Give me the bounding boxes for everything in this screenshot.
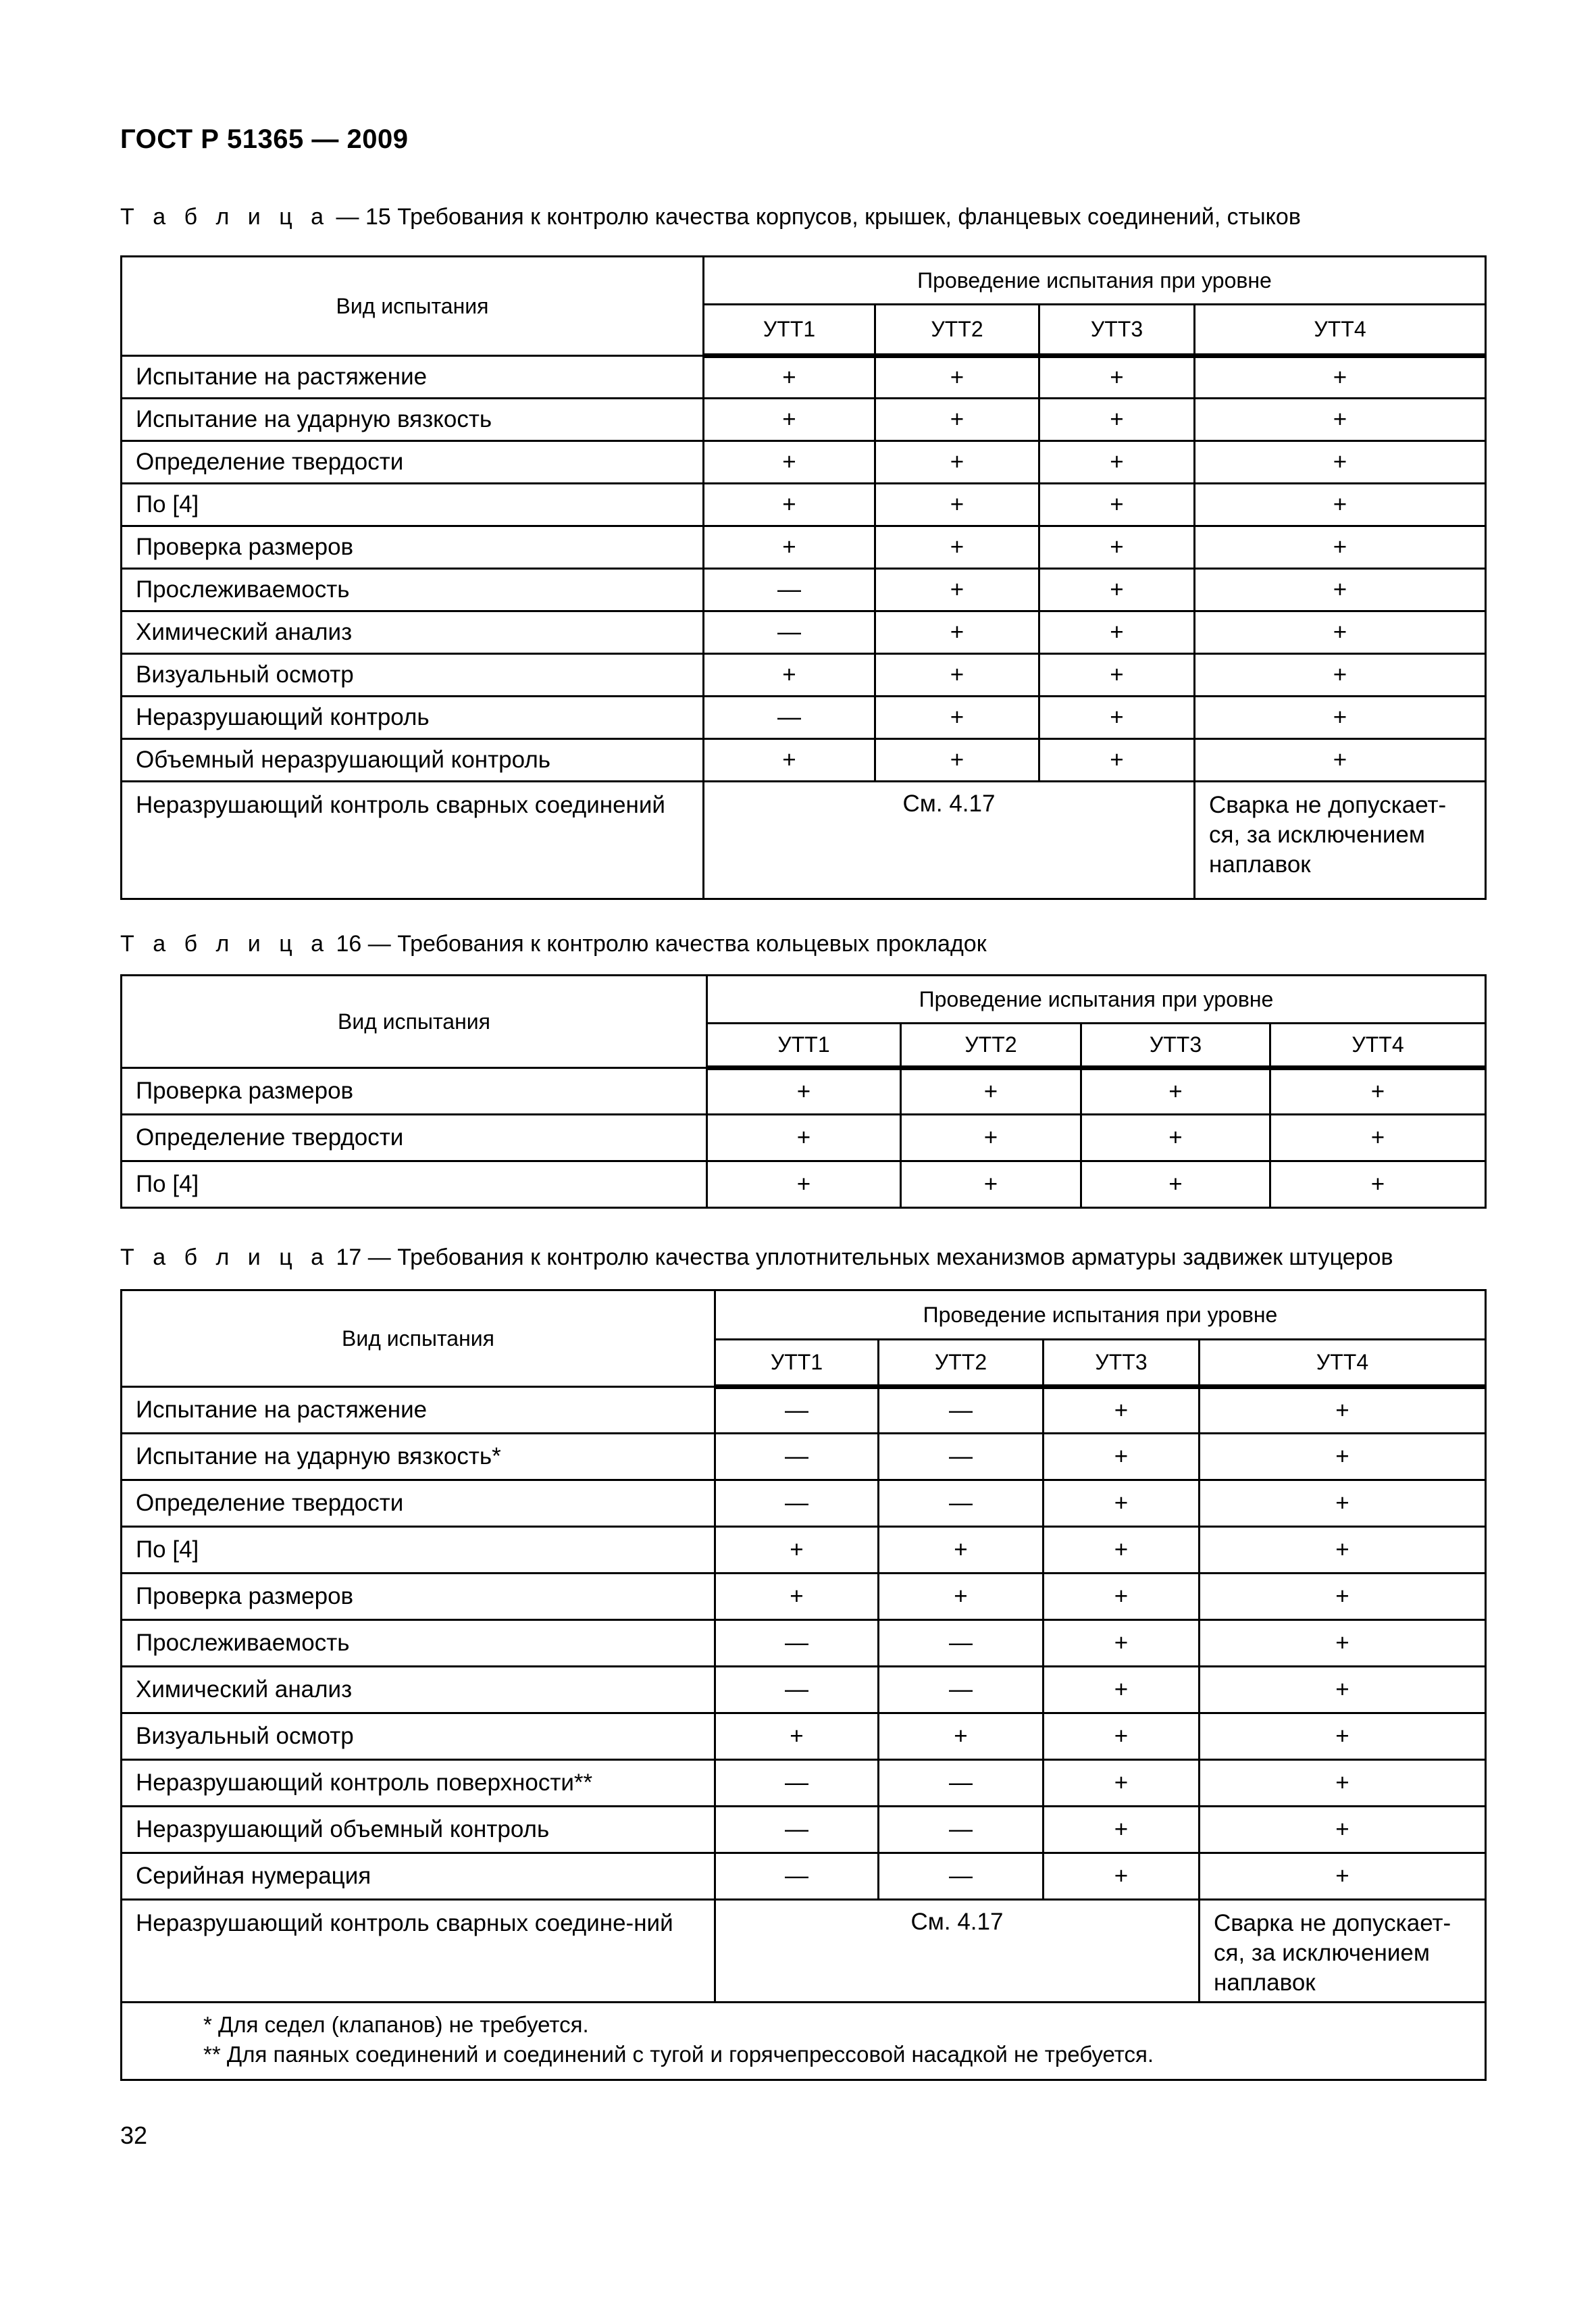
level-cell: + <box>707 1068 901 1115</box>
table-row <box>122 739 1486 782</box>
table-row <box>122 1068 1486 1115</box>
row-label: Испытание на ударную вязкость* <box>122 1434 715 1480</box>
table-row <box>122 782 1486 899</box>
level-cell: + <box>901 1161 1081 1208</box>
table-row <box>122 399 1486 441</box>
col-header-level-group: Проведение испытания при уровне <box>707 976 1486 1024</box>
level-cell: + <box>1039 739 1195 782</box>
level-cell: + <box>1044 1527 1200 1574</box>
col-header-utt2: УТТ2 <box>901 1024 1081 1068</box>
table-row <box>122 1667 1486 1713</box>
table-row <box>122 1434 1486 1480</box>
table-16-caption <box>120 931 987 957</box>
level-cell: + <box>1044 1574 1200 1620</box>
level-cell: + <box>879 1713 1044 1760</box>
level-cell: + <box>875 399 1039 441</box>
level-cell: + <box>901 1115 1081 1161</box>
level-cell: + <box>1195 739 1486 782</box>
level-cell: + <box>1195 441 1486 484</box>
col-header-test-type: Вид испытания <box>122 976 707 1068</box>
level-cell: + <box>1039 441 1195 484</box>
row-label: Испытание на растяжение <box>122 356 704 399</box>
level-cell: + <box>704 356 875 399</box>
level-cell: + <box>1039 697 1195 739</box>
table-title: 16 — Требования к контролю качества кольцевых прокладок <box>336 931 987 957</box>
table-title: 17 — Требования к контролю качества уплотнительных механизмов арматуры задвижек штуцеров <box>336 1244 1393 1270</box>
level-cell: + <box>879 1574 1044 1620</box>
level-cell: + <box>1200 1853 1486 1900</box>
level-cell: + <box>1044 1853 1200 1900</box>
level-cell: + <box>875 441 1039 484</box>
footnotes-row <box>122 2003 1486 2080</box>
row-label: Определение твердости <box>122 441 704 484</box>
level-cell: — <box>715 1667 879 1713</box>
level-cell: — <box>715 1480 879 1527</box>
level-cell: + <box>1195 484 1486 526</box>
row-label: Испытание на растяжение <box>122 1387 715 1434</box>
level-cell: + <box>1044 1760 1200 1807</box>
table-title: — 15 Требования к контролю качества корпусов, крышек, фланцевых соединений, стыков <box>336 204 1301 230</box>
level-cell: — <box>879 1480 1044 1527</box>
level-cell: + <box>1044 1807 1200 1853</box>
table-row <box>122 1480 1486 1527</box>
row-label: Визуальный осмотр <box>122 654 704 697</box>
row-label: Прослеживаемость <box>122 569 704 611</box>
level-cell: + <box>1039 484 1195 526</box>
level-cell: + <box>875 526 1039 569</box>
footnote: ** Для паяных соединений и соединений с тугой и горячепрессовой насадкой не требуется. <box>203 2042 1154 2067</box>
table-row <box>122 569 1486 611</box>
row-label: Определение твердости <box>122 1480 715 1527</box>
table-17 <box>120 1289 1487 2081</box>
level-cell: + <box>1044 1387 1200 1434</box>
row-label: Определение твердости <box>122 1115 707 1161</box>
row-label: Неразрушающий контроль поверхности** <box>122 1760 715 1807</box>
col-header-level-group: Проведение испытания при уровне <box>715 1290 1486 1340</box>
table-row <box>122 1713 1486 1760</box>
table-17-caption <box>120 1244 1393 1271</box>
level-cell: + <box>875 356 1039 399</box>
col-header-utt3: УТТ3 <box>1044 1340 1200 1387</box>
level-cell: + <box>1200 1760 1486 1807</box>
document-header: ГОСТ Р 51365 — 2009 <box>120 124 409 154</box>
table-row <box>122 1760 1486 1807</box>
col-header-test-type: Вид испытания <box>122 257 704 356</box>
row-label: Проверка размеров <box>122 526 704 569</box>
level-cell: — <box>879 1387 1044 1434</box>
level-cell: + <box>1044 1713 1200 1760</box>
table-row <box>122 654 1486 697</box>
level-cell: + <box>1081 1161 1270 1208</box>
col-header-utt2: УТТ2 <box>879 1340 1044 1387</box>
level-cell: — <box>704 569 875 611</box>
level-cell: + <box>875 484 1039 526</box>
table-row <box>122 1807 1486 1853</box>
level-cell: + <box>875 654 1039 697</box>
level-cell: — <box>879 1760 1044 1807</box>
table-row <box>122 1387 1486 1434</box>
level-cell: + <box>1200 1713 1486 1760</box>
level-cell: + <box>1044 1434 1200 1480</box>
table-label: Т а б л и ц а <box>120 931 330 957</box>
page-number: 32 <box>120 2121 148 2149</box>
table-label: Т а б л и ц а <box>120 1244 330 1270</box>
level-cell: — <box>879 1434 1044 1480</box>
level-cell: + <box>1044 1620 1200 1667</box>
table-row <box>122 484 1486 526</box>
table-row <box>122 1853 1486 1900</box>
col-header-utt2: УТТ2 <box>875 305 1039 356</box>
footnote: * Для седел (клапанов) не требуется. <box>203 2012 589 2037</box>
level-cell: + <box>704 526 875 569</box>
level-cell: + <box>704 739 875 782</box>
col-header-utt3: УТТ3 <box>1081 1024 1270 1068</box>
row-label: Испытание на ударную вязкость <box>122 399 704 441</box>
row-note: Сварка не допускает-ся, за исключением наплавок <box>1195 782 1486 899</box>
table-row <box>122 1161 1486 1208</box>
level-cell: + <box>704 441 875 484</box>
col-header-utt1: УТТ1 <box>707 1024 901 1068</box>
level-cell: + <box>1039 356 1195 399</box>
level-cell: — <box>715 1620 879 1667</box>
table-row <box>122 1574 1486 1620</box>
level-cell: + <box>1200 1387 1486 1434</box>
level-cell: + <box>704 654 875 697</box>
level-cell: + <box>1195 356 1486 399</box>
row-note: Сварка не допускает-ся, за исключением наплавок <box>1200 1900 1486 2003</box>
level-cell: + <box>1200 1620 1486 1667</box>
level-cell: + <box>1195 654 1486 697</box>
level-cell: + <box>1039 611 1195 654</box>
see-reference: См. 4.17 <box>704 782 1195 899</box>
level-cell: — <box>715 1807 879 1853</box>
table-row <box>122 1527 1486 1574</box>
level-cell: + <box>1200 1574 1486 1620</box>
level-cell: + <box>1039 654 1195 697</box>
row-label: Объемный неразрушающий контроль <box>122 739 704 782</box>
level-cell: — <box>715 1434 879 1480</box>
level-cell: + <box>1195 697 1486 739</box>
row-label: Серийная нумерация <box>122 1853 715 1900</box>
table-row <box>122 356 1486 399</box>
see-reference: См. 4.17 <box>715 1900 1200 2003</box>
level-cell: + <box>875 739 1039 782</box>
level-cell: + <box>1081 1115 1270 1161</box>
table-16 <box>120 974 1487 1209</box>
col-header-utt4: УТТ4 <box>1270 1024 1486 1068</box>
row-label: Визуальный осмотр <box>122 1713 715 1760</box>
level-cell: + <box>875 611 1039 654</box>
table-15 <box>120 255 1487 900</box>
level-cell: + <box>1270 1115 1486 1161</box>
level-cell: + <box>901 1068 1081 1115</box>
level-cell: — <box>715 1760 879 1807</box>
table-row <box>122 697 1486 739</box>
level-cell: + <box>1270 1068 1486 1115</box>
level-cell: + <box>704 399 875 441</box>
col-header-utt1: УТТ1 <box>704 305 875 356</box>
level-cell: + <box>715 1574 879 1620</box>
row-label: Химический анализ <box>122 1667 715 1713</box>
table-row <box>122 1115 1486 1161</box>
level-cell: + <box>1039 569 1195 611</box>
level-cell: — <box>704 611 875 654</box>
table-label: Т а б л и ц а <box>120 204 330 230</box>
level-cell: + <box>1195 526 1486 569</box>
row-label: Неразрушающий контроль <box>122 697 704 739</box>
level-cell: + <box>1200 1527 1486 1574</box>
level-cell: + <box>875 569 1039 611</box>
level-cell: + <box>879 1527 1044 1574</box>
level-cell: + <box>715 1713 879 1760</box>
table-row <box>122 1900 1486 2003</box>
level-cell: + <box>1039 399 1195 441</box>
level-cell: — <box>879 1667 1044 1713</box>
level-cell: — <box>715 1853 879 1900</box>
level-cell: + <box>1200 1667 1486 1713</box>
level-cell: + <box>875 697 1039 739</box>
level-cell: — <box>715 1387 879 1434</box>
level-cell: + <box>1044 1480 1200 1527</box>
level-cell: + <box>1200 1434 1486 1480</box>
row-label: Проверка размеров <box>122 1574 715 1620</box>
row-label: По [4] <box>122 484 704 526</box>
table-row <box>122 441 1486 484</box>
level-cell: + <box>715 1527 879 1574</box>
level-cell: — <box>879 1853 1044 1900</box>
level-cell: + <box>1200 1480 1486 1527</box>
row-label: Химический анализ <box>122 611 704 654</box>
level-cell: + <box>1044 1667 1200 1713</box>
table-row <box>122 1620 1486 1667</box>
footnotes <box>122 2003 1486 2080</box>
col-header-level-group: Проведение испытания при уровне <box>704 257 1486 305</box>
level-cell: — <box>704 697 875 739</box>
level-cell: + <box>1200 1807 1486 1853</box>
row-label: По [4] <box>122 1161 707 1208</box>
table-row <box>122 526 1486 569</box>
level-cell: + <box>1081 1068 1270 1115</box>
level-cell: + <box>704 484 875 526</box>
row-label: Неразрушающий объемный контроль <box>122 1807 715 1853</box>
level-cell: + <box>1039 526 1195 569</box>
col-header-utt1: УТТ1 <box>715 1340 879 1387</box>
row-label: По [4] <box>122 1527 715 1574</box>
level-cell: + <box>1195 611 1486 654</box>
row-label: Неразрушающий контроль сварных соединений <box>122 782 704 899</box>
level-cell: — <box>879 1620 1044 1667</box>
col-header-test-type: Вид испытания <box>122 1290 715 1387</box>
row-label: Прослеживаемость <box>122 1620 715 1667</box>
table-row <box>122 611 1486 654</box>
level-cell: + <box>1195 569 1486 611</box>
level-cell: + <box>1195 399 1486 441</box>
col-header-utt4: УТТ4 <box>1195 305 1486 356</box>
col-header-utt4: УТТ4 <box>1200 1340 1486 1387</box>
col-header-utt3: УТТ3 <box>1039 305 1195 356</box>
table-15-caption <box>120 204 1301 230</box>
row-label: Проверка размеров <box>122 1068 707 1115</box>
level-cell: + <box>1270 1161 1486 1208</box>
level-cell: — <box>879 1807 1044 1853</box>
row-label: Неразрушающий контроль сварных соедине-ний <box>122 1900 715 2003</box>
level-cell: + <box>707 1161 901 1208</box>
level-cell: + <box>707 1115 901 1161</box>
